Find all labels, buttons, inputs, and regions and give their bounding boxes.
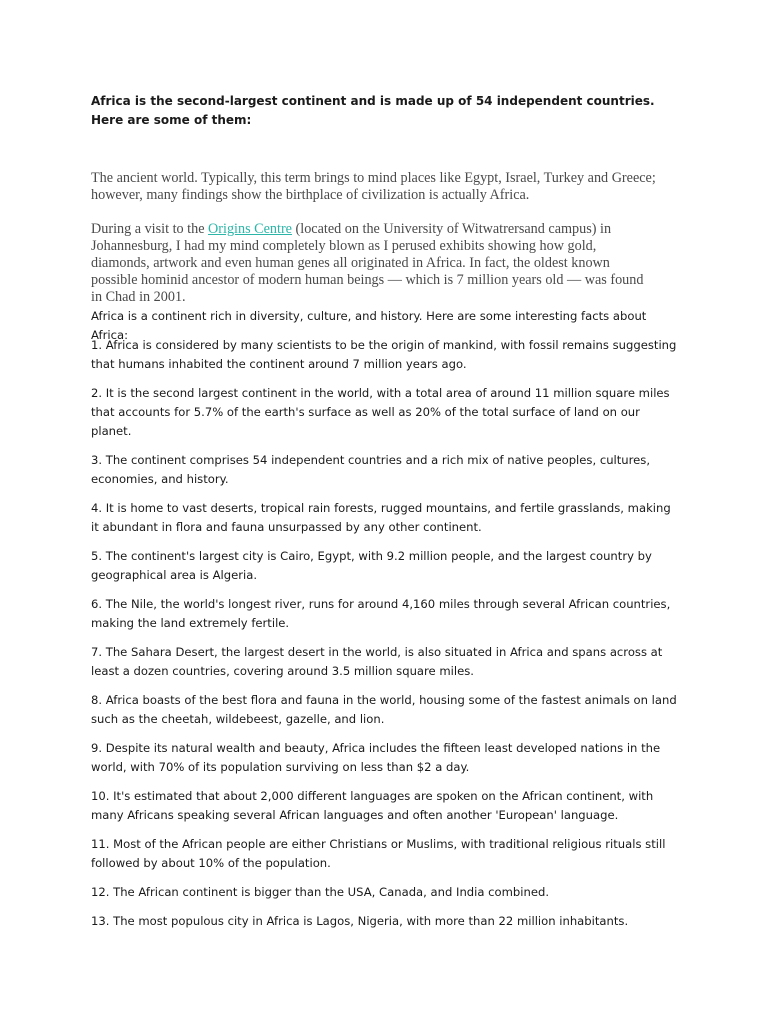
fact-item: 9. Despite its natural wealth and beauty, Africa includes the fifteen least developed nations in the world, with 70% of its population surviving on less than $2 a day. bbox=[91, 741, 661, 774]
facts-list bbox=[91, 336, 681, 941]
paragraph-origins-text-before: During a visit to the bbox=[91, 221, 209, 237]
fact-item: 1. Africa is considered by many scientists to be the origin of mankind, with fossil remains suggesting that humans inhabited the continent around 7 million years ago. bbox=[91, 338, 677, 371]
fact-item: 10. It's estimated that about 2,000 different languages are spoken on the African continent, with many Africans speaking several African languages and often another 'European' language. bbox=[91, 789, 654, 822]
document-heading: Africa is the second-largest continent and is made up of 54 independent countries. Here are some of them: bbox=[91, 94, 655, 127]
fact-item: 3. The continent comprises 54 independent countries and a rich mix of native peoples, cultures, economies, and history. bbox=[91, 453, 651, 486]
paragraph-origins-text-after: (located on the University of Witwatrersand campus) in Johannesburg, I had my mind completely blown as I perused exhibits showing how gold, diamonds, artwork and even human genes all originated in Africa. In fact, the oldest known possible hominid ancestor of modern human beings — which is 7 million years old — was found in Chad in 2001. bbox=[91, 221, 644, 305]
fact-item: 11. Most of the African people are either Christians or Muslims, with traditional religious rituals still followed by about 10% of the population. bbox=[91, 837, 666, 870]
fact-item: 13. The most populous city in Africa is Lagos, Nigeria, with more than 22 million inhabitants. bbox=[91, 914, 629, 928]
facts-intro: Africa is a continent rich in diversity, culture, and history. Here are some interesting facts about Africa: bbox=[91, 309, 647, 342]
paragraph-origins-visit bbox=[91, 221, 656, 306]
fact-item: 8. Africa boasts of the best flora and fauna in the world, housing some of the fastest animals on land such as the cheetah, wildebeest, gazelle, and lion. bbox=[91, 693, 677, 726]
fact-item: 12. The African continent is bigger than the USA, Canada, and India combined. bbox=[91, 885, 550, 899]
fact-item: 4. It is home to vast deserts, tropical rain forests, rugged mountains, and fertile grasslands, making it abundant in flora and fauna unsurpassed by any other continent. bbox=[91, 501, 671, 534]
origins-centre-link[interactable]: Origins Centre bbox=[208, 221, 292, 237]
fact-item: 6. The Nile, the world's longest river, runs for around 4,160 miles through several African countries, making the land extremely fertile. bbox=[91, 597, 671, 630]
fact-item: 7. The Sahara Desert, the largest desert in the world, is also situated in Africa and spans across at least a dozen countries, covering around 3.5 million square miles. bbox=[91, 645, 663, 678]
fact-item: 2. It is the second largest continent in the world, with a total area of around 11 million square miles that accounts for 5.7% of the earth's surface as well as 20% of the total surface of land on our planet. bbox=[91, 386, 670, 438]
paragraph-ancient-world: The ancient world. Typically, this term brings to mind places like Egypt, Israel, Turkey and Greece; however, many findings show the birthplace of civilization is actually Africa. bbox=[91, 170, 656, 203]
fact-item: 5. The continent's largest city is Cairo, Egypt, with 9.2 million people, and the largest country by geographical area is Algeria. bbox=[91, 549, 652, 582]
